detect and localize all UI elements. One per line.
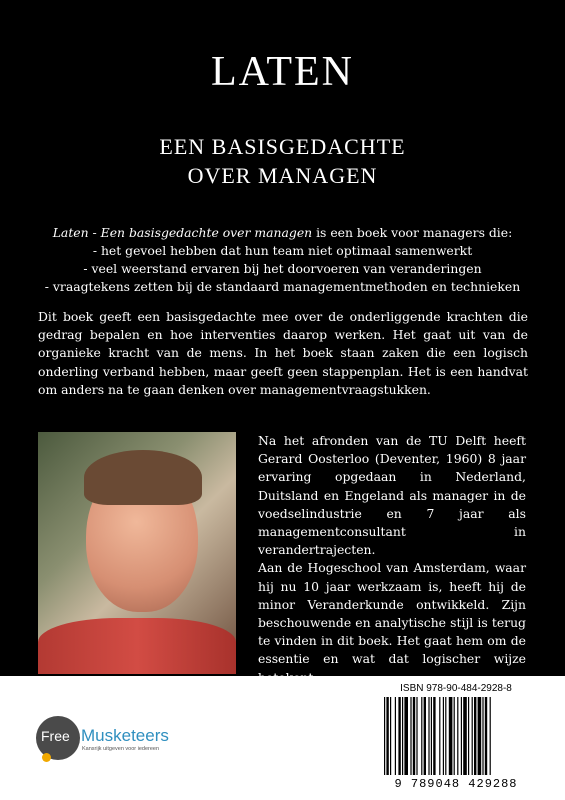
- photo-hair: [84, 450, 202, 505]
- book-subtitle: [0, 132, 565, 190]
- barcode-bar: [421, 697, 422, 775]
- intro-bullet: - vraagtekens zetten bij de standaard managementmethoden en technieken: [44, 279, 521, 294]
- barcode-bar: [490, 697, 491, 775]
- barcode-bar: [431, 697, 432, 775]
- barcode-bar: [482, 697, 483, 775]
- barcode-bar: [468, 697, 469, 775]
- barcode-bar: [463, 697, 467, 775]
- barcode-bar: [485, 697, 487, 775]
- barcode-bars: [384, 697, 532, 775]
- barcode-bar: [454, 697, 455, 775]
- barcode-bar: [443, 697, 444, 775]
- barcode-bar: [410, 697, 411, 775]
- barcode-bar: [416, 697, 417, 775]
- barcode-bar: [478, 697, 482, 775]
- intro-lead-title: Laten - Een basisgedachte over managen: [52, 225, 313, 240]
- barcode-bar: [457, 697, 458, 775]
- barcode: [376, 683, 536, 791]
- intro-bullet: - het gevoel hebben dat hun team niet optimaal samenwerkt: [92, 243, 473, 258]
- logo-name-text: Musketeers: [81, 726, 169, 745]
- barcode-bar: [384, 697, 385, 775]
- subtitle-line-2: OVER MANAGEN: [187, 163, 378, 188]
- barcode-bar: [413, 697, 415, 775]
- intro-block: [40, 224, 525, 296]
- barcode-bar: [433, 697, 435, 775]
- barcode-bar: [390, 697, 391, 775]
- isbn-label: ISBN 978-90-484-2928-8: [400, 683, 512, 694]
- barcode-bar: [472, 697, 473, 775]
- bio-paragraph-2: Aan de Hogeschool van Amsterdam, waar hij nu 10 jaar werkzaam is, heeft hij de minor Veranderkunde ontwikkeld. Zijn beschouwende en analytische stijl is terug te vinden in dit boek. Het gaat hem om de essentie en wat dat logischer wijze: [258, 560, 526, 667]
- barcode-bar: [424, 697, 426, 775]
- barcode-bar: [439, 697, 440, 775]
- book-title: LATEN: [211, 49, 354, 95]
- subtitle-line-1: EEN BASISGEDACHTE: [159, 134, 406, 159]
- bio-paragraph-1: Na het afronden van de TU Delft heeft Gerard Oosterloo (Deventer, 1960) 8 jaar ervaring opgedaan in Nederland, Duitsland en Engeland als manager in de voedselindustrie en 7 jaar als managementconsultant in verandertrajecten.: [258, 433, 526, 558]
- logo-dot-icon: [42, 753, 51, 762]
- barcode-bar: [445, 697, 446, 775]
- barcode-bar: [395, 697, 396, 775]
- barcode-bar: [461, 697, 462, 775]
- publisher-logo: [36, 716, 186, 766]
- barcode-bar: [474, 697, 476, 775]
- barcode-bar: [428, 697, 429, 775]
- photo-shirt: [38, 618, 236, 674]
- intro-lead-rest: is een boek voor managers die:: [312, 225, 513, 240]
- barcode-digits: 9 789048 429288: [394, 777, 518, 791]
- logo-tagline: Kansrijk uitgeven voor iedereen: [82, 746, 160, 752]
- author-bio: [258, 432, 526, 687]
- author-photo: [38, 432, 236, 674]
- intro-lead: [40, 224, 525, 242]
- description-paragraph: Dit boek geeft een basisgedachte mee over de onderliggende krachten die gedrag bepalen en hoe interventies daarop werken. Het gaat uit van de organieke kracht van de mens. In het boek staan zaken die een logisch onderling verband hebben, maar geeft geen stappenplan. Het is een handvat om anders na te gaan denken over managementvraagstukken.: [38, 309, 528, 397]
- barcode-bar: [449, 697, 453, 775]
- barcode-bar: [402, 697, 403, 775]
- logo-free-text: Free: [41, 728, 70, 744]
- barcode-bar: [404, 697, 408, 775]
- barcode-bar: [386, 697, 388, 775]
- barcode-bar: [398, 697, 400, 775]
- intro-bullet: - veel weerstand ervaren bij het doorvoeren van veranderingen: [83, 261, 482, 276]
